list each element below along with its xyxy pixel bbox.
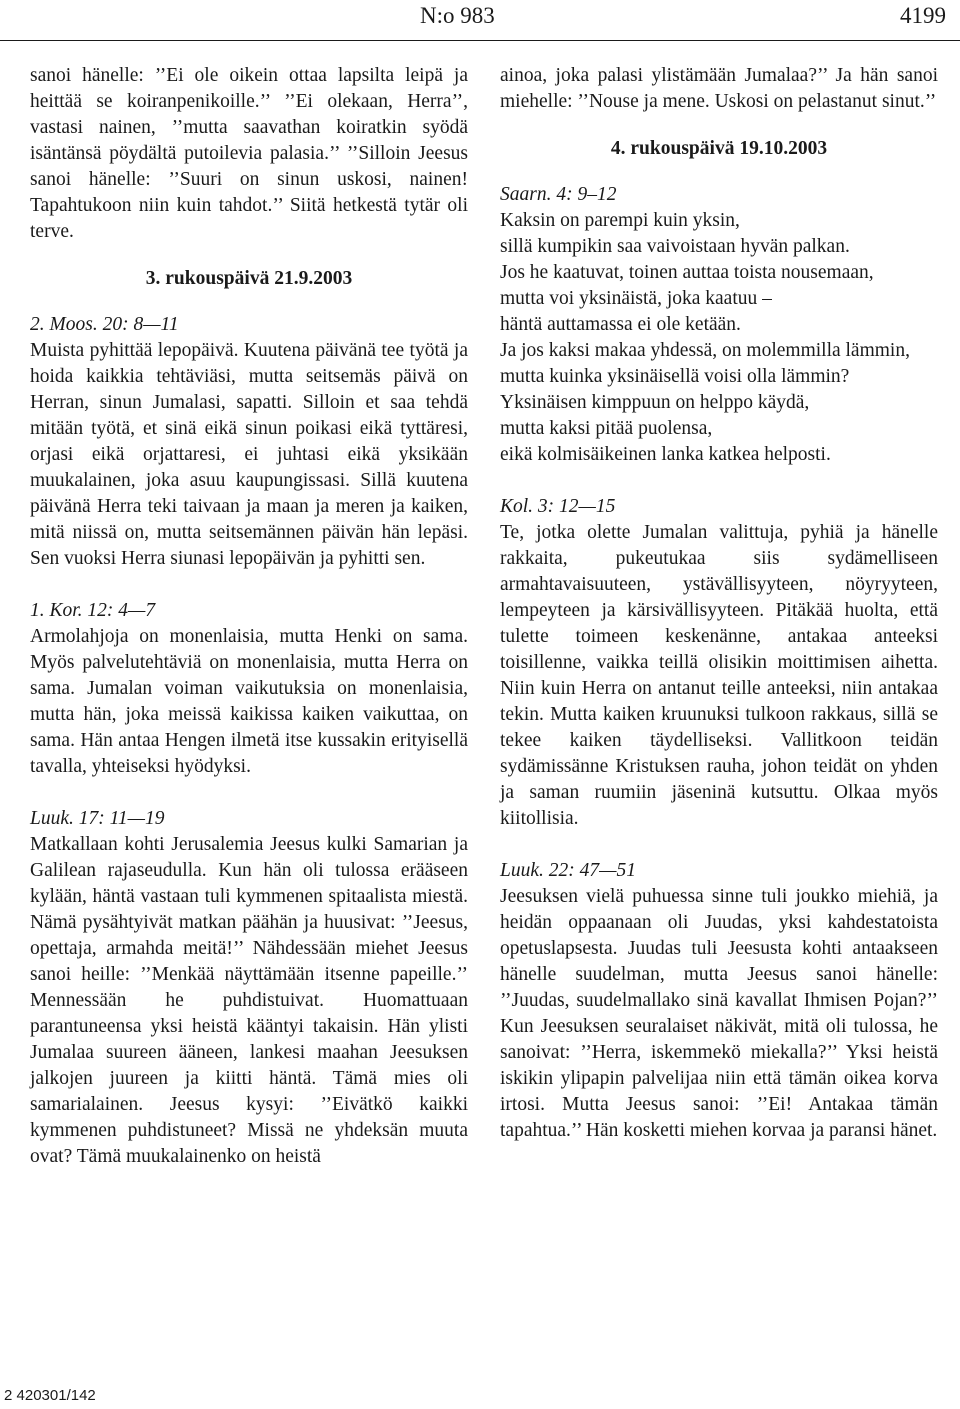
left-column [30, 63, 468, 1170]
spacer [30, 780, 468, 806]
prayer-day-heading-3: 3. rukouspäivä 21.9.2003 [145, 268, 353, 289]
right-column [500, 63, 938, 1144]
poem-line: Yksinäisen kimppuun on helppo käydä, [500, 392, 810, 413]
scripture-passage: Te, jotka olette Jumalan valittuja, pyhiä ja hänelle rakkaita, pukeutukaa siis sydämelliseen armahtavaisuuteen, ystävällisyyteen, nöyryyteen, lempeyteen ja kärsivällisyyteen. Pitäkää huolta, että tulette toimeen keskenänne, antakaa anteeksi toisillenne, vaikka teillä olisikin moittimisen aihetta. Niin kuin Herra on antanut teille anteeksi, niin antakaa tekin. Mutta kaiken kruunuksi tulkoon rakkaus, sillä se tekee kaiken täydelliseksi. Vallitkoon teidän sydämissänne Kristuksen rauha, johon teidät on yhden ja saman ruumiin jäseninä kutsuttu. Olkaa myös kiitollisia. [500, 522, 938, 829]
poem-line: mutta kaksi pitää puolensa, [500, 418, 713, 439]
scripture-passage: Muista pyhittää lepopäivä. Kuutena päivänä tee työtä ja hoida kaikkia tehtäviäsi, mutta seitsemäs päivä on Herran, sinun Jumalasi, sapatti. Silloin et saa tehdä mitään työtä, et sinä eikä sinun poikasi eikä tyttäresi, orjasi eikä orjattaresi, ei juhtasi eikä yksikään muukalainen, joka asuu kaupungissasi. Sillä kuutena päivänä Herra teki taivaan ja maan ja meren ja kaiken, mitä niissä on, mutta seitsemännen päivän hän lepäsi. Sen vuoksi Herra siunasi lepopäivän ja pyhitti sen. [30, 340, 468, 569]
prayer-day-heading-4: 4. rukouspäivä 19.10.2003 [610, 138, 828, 159]
poem-line: mutta kuinka yksinäisellä voisi olla lämmin? [500, 366, 850, 387]
poem-line: Jos he kaatuvat, toinen auttaa toista nousemaan, [500, 262, 874, 283]
scripture-reference: Luuk. 17: 11—19 [30, 808, 165, 829]
page-number: 4199 [900, 3, 946, 28]
scripture-reference: Luuk. 22: 47—51 [500, 860, 636, 881]
left-paragraph-continued: sanoi hänelle: ’’Ei ole oikein ottaa lapsilta leipä ja heittää se koiranpenikoille.’’ ’’Ei olekaan, Herra’’, vastasi nainen, ’’mutta saavathan koiratkin syödä isäntänsä pöydältä putoilevia palasia.’’ ’’Silloin Jeesus sanoi hänelle: ’’Suuri on sinun uskosi, nainen! Tapahtukoon niin kuin tahdot.’’ Siitä hetkestä tytär oli terve. [30, 65, 468, 242]
print-code: 2 420301/142 [4, 1387, 96, 1404]
scripture-passage: Jeesuksen vielä puhuessa sinne tuli joukko miehiä, ja heidän oppaanaan oli Juudas, yksi kahdestatoista opetuslapsesta. Juudas tuli Jeesusta kohti antaakseen hänelle suudelman, mutta Jeesus sanoi hänelle: ’’Juudas, suudelmallako sinä kavallat Ihmisen Pojan?’’ Kun Jeesuksen seuralaiset näkivät, mitä oli tulossa, he sanoivat: ’’Herra, iskemmekö miekalla?’’ Yksi heistä iskikin ylipapin palvelijaa niin että tämän oikea korva irtosi. Mutta Jeesus sanoi: ’’Ei! Antakaa tämän tapahtua.’’ Hän kosketti miehen korvaa ja paransi hänet. [500, 886, 938, 1141]
page-header [0, 0, 960, 41]
spacer [500, 468, 938, 494]
right-paragraph-continued: ainoa, joka palasi ylistämään Jumalaa?’’ Ja hän sanoi miehelle: ’’Nouse ja mene. Uskosi on pelastanut sinut.’’ [500, 65, 938, 112]
poem-line: häntä auttamassa ei ole ketään. [500, 314, 741, 335]
issue-number: N:o 983 [420, 3, 495, 28]
spacer [30, 572, 468, 598]
scripture-reference: Kol. 3: 12—15 [500, 496, 616, 517]
scripture-passage: Matkallaan kohti Jerusalemia Jeesus kulki Samarian ja Galilean rajaseudulla. Kun hän oli tulossa erääseen kylään, häntä vastaan tuli kymmenen spitaalista miestä. Nämä pysähtyivät matkan päähän ja huusivat: ’’Jeesus, opettaja, armahda meitä!’’ Nähdessään miehet Jeesus sanoi heille: ’’Menkää näyttämään itsenne papeille.’’ Mennessään he puhdistuivat. Huomattuaan parantuneensa yksi heistä kääntyi takaisin. Hän ylisti Jumalaa suureen ääneen, lankesi maahan Jeesuksen jalkojen juureen ja kiitti häntä. Tämä mies oli samarialainen. Jeesus kysyi: ’’Eivätkö kaikki kymmenen puhdistuneet? Missä ne yhdeksän muuta ovat? Tämä muukalainenko on heistä [30, 834, 468, 1167]
poem-line: eikä kolmisäikeinen lanka katkea helposti. [500, 444, 831, 465]
poem-line: mutta voi yksinäistä, joka kaatuu – [500, 288, 772, 309]
scripture-reference: Saarn. 4: 9–12 [500, 184, 617, 205]
poem-line: Kaksin on parempi kuin yksin, [500, 210, 740, 231]
scripture-reference: 2. Moos. 20: 8—11 [30, 314, 179, 335]
scripture-reference: 1. Kor. 12: 4—7 [30, 600, 156, 621]
spacer [500, 832, 938, 858]
scripture-passage: Armolahjoja on monenlaisia, mutta Henki on sama. Myös palvelutehtäviä on monenlaisia, mutta Herra on sama. Jumalan voiman vaikutuksia on monenlaisia, mutta hän, joka meissä kaikissa kaiken vaikuttaa, on sama. Hän antaa Hengen ilmetä itse kussakin erityisellä tavalla, yhteiseksi hyödyksi. [30, 626, 468, 777]
poem-passage [500, 208, 938, 468]
poem-line: sillä kumpikin saa vaivoistaan hyvän palkan. [500, 236, 850, 257]
poem-line: Ja jos kaksi makaa yhdessä, on molemmilla lämmin, [500, 340, 910, 361]
